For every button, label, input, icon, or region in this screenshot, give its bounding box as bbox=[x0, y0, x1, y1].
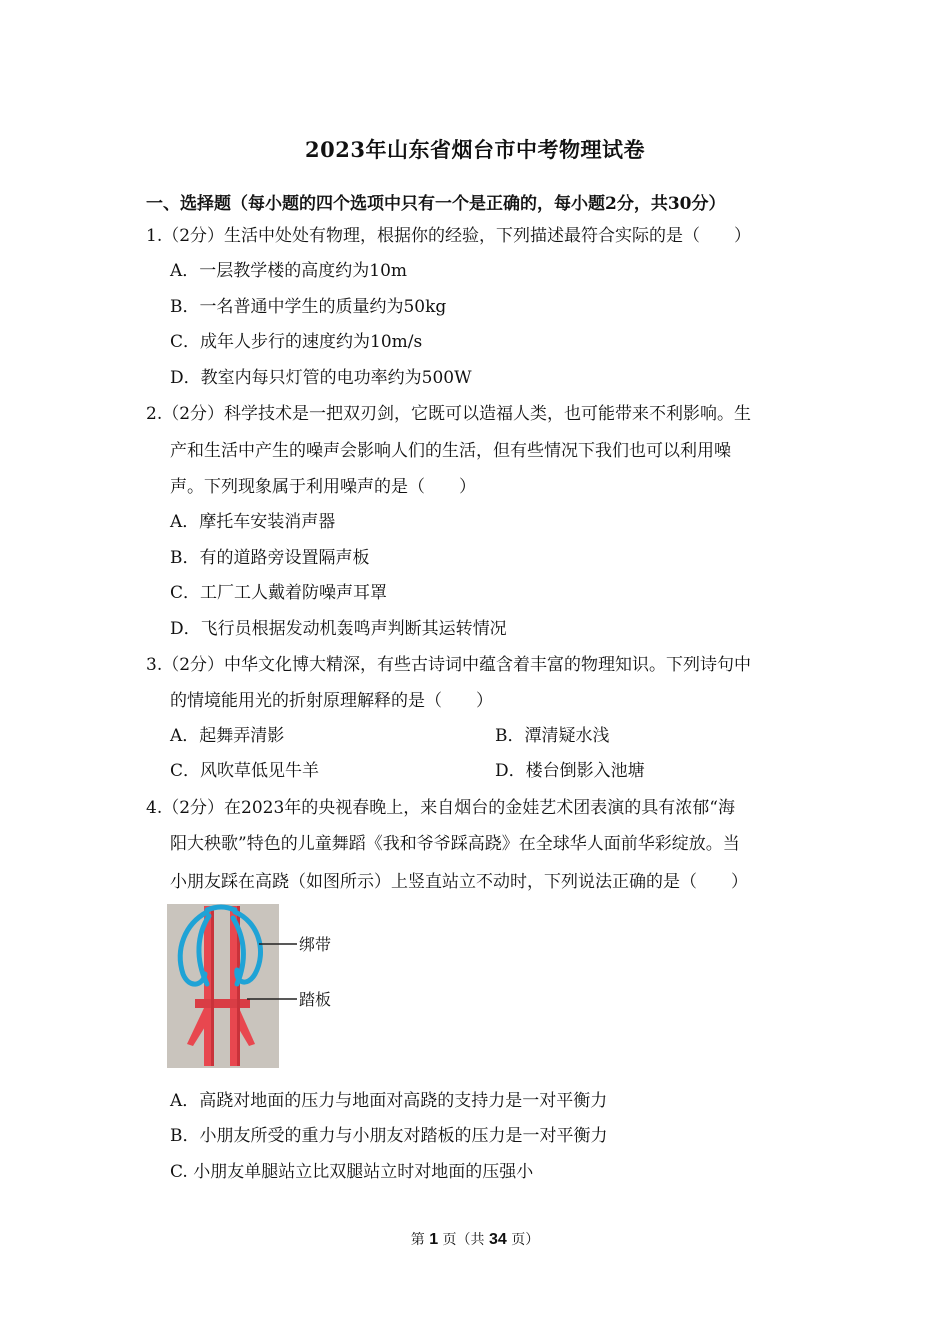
question-2-option-a: A．摩托车安装消声器 bbox=[170, 512, 336, 532]
question-4-option-a: A．高跷对地面的压力与地面对高跷的支持力是一对平衡力 bbox=[170, 1091, 608, 1111]
section-heading: 一、选择题（每小题的四个选项中只有一个是正确的，每小题2分，共30分） bbox=[146, 194, 726, 214]
question-3-stem-line-2: 的情境能用光的折射原理解释的是（ ） bbox=[170, 691, 493, 711]
question-4-option-c: C. 小朋友单腿站立比双腿站立时对地面的压强小 bbox=[170, 1162, 534, 1182]
question-4-stem-line-3: 小朋友踩在高跷（如图所示）上竖直站立不动时，下列说法正确的是（ ） bbox=[170, 872, 748, 892]
question-1-stem: 1.（2分）生活中处处有物理，根据你的经验，下列描述最符合实际的是（ ） bbox=[146, 226, 752, 246]
page-footer bbox=[0, 1229, 950, 1249]
question-1-option-b: B．一名普通中学生的质量约为50kg bbox=[170, 297, 447, 317]
question-4-stem-line-1: 4.（2分）在2023年的央视春晚上，来自烟台的金娃艺术团表演的具有浓郁“海 bbox=[146, 798, 735, 818]
question-2-stem-line-3: 声。下列现象属于利用噪声的是（ ） bbox=[170, 477, 476, 497]
strap-label: 绑带 bbox=[299, 935, 332, 954]
question-3-option-c: C．风吹草低见牛羊 bbox=[170, 761, 320, 781]
footer-middle: 页（共 bbox=[442, 1232, 485, 1248]
footer-suffix: 页） bbox=[511, 1232, 540, 1248]
question-1-option-c: C．成年人步行的速度约为10m/s bbox=[170, 332, 423, 352]
question-4-stem-line-2: 阳大秧歌”特色的儿童舞蹈《我和爷爷踩高跷》在全球华人面前华彩绽放。当 bbox=[170, 834, 740, 854]
question-2-stem-line-2: 产和生活中产生的噪声会影响人们的生活，但有些情况下我们也可以利用噪 bbox=[170, 441, 731, 461]
footer-page-number: 1 bbox=[429, 1231, 439, 1248]
footer-prefix: 第 bbox=[410, 1232, 425, 1248]
question-3-option-b: B．潭清疑水浅 bbox=[495, 726, 610, 746]
question-1-option-a: A．一层教学楼的高度约为10m bbox=[170, 261, 408, 281]
footer-total-pages: 34 bbox=[489, 1231, 507, 1248]
stilt-figure bbox=[167, 904, 367, 1068]
pedal-label: 踏板 bbox=[299, 990, 332, 1009]
question-3-stem-line-1: 3.（2分）中华文化博大精深，有些古诗词中蕴含着丰富的物理知识。下列诗句中 bbox=[146, 655, 752, 675]
question-3-option-a: A．起舞弄清影 bbox=[170, 726, 285, 746]
question-2-option-d: D．飞行员根据发动机轰鸣声判断其运转情况 bbox=[170, 619, 507, 639]
question-1-option-d: D．教室内每只灯管的电功率约为500W bbox=[170, 368, 472, 388]
question-2-option-c: C．工厂工人戴着防噪声耳罩 bbox=[170, 583, 388, 603]
question-2-stem-line-1: 2.（2分）科学技术是一把双刃剑，它既可以造福人类，也可能带来不利影响。生 bbox=[146, 404, 752, 424]
page-title: 2023年山东省烟台市中考物理试卷 bbox=[305, 137, 645, 162]
question-4-option-b: B．小朋友所受的重力与小朋友对踏板的压力是一对平衡力 bbox=[170, 1126, 608, 1146]
photo-background bbox=[167, 904, 279, 1068]
question-3-option-d: D．楼台倒影入池塘 bbox=[495, 761, 645, 781]
question-2-option-b: B．有的道路旁设置隔声板 bbox=[170, 548, 370, 568]
